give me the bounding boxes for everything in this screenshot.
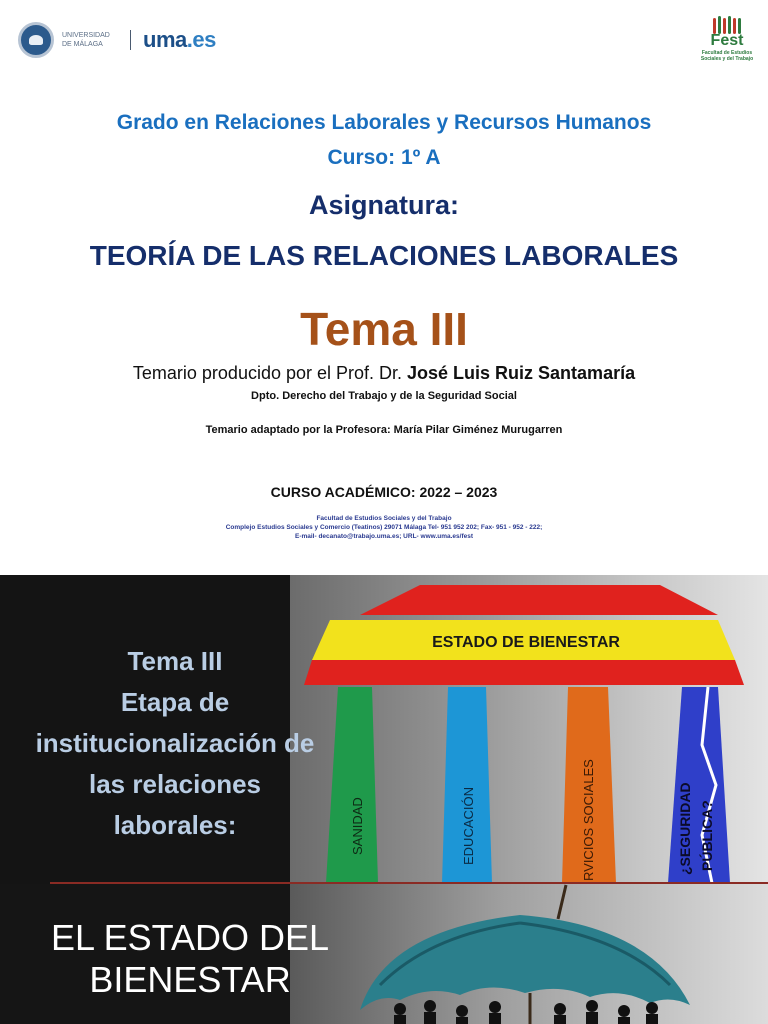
slide-welfare-line-2: BIENESTAR [89,959,291,1000]
subject-name: TEORÍA DE LAS RELACIONES LABORALES [89,240,679,271]
people-silhouettes [394,1000,658,1024]
temple-roof-top [360,585,718,615]
author-prefix: Temario producido por el Prof. Dr. [132,363,408,383]
author-name: José Luis Ruiz Santamaría [407,363,636,383]
pillar-label-seguridad-2: PÚBLICA? [699,800,715,871]
faculty-line-2: Complejo Estudios Sociales y Comercio (Teatinos) 29071 Málaga Tel- 951 952 202; Fax- 951 - 952 - 222; [225,524,543,531]
pillar-label-sanidad: SANIDAD [350,797,365,855]
slide-page [0,575,768,1024]
pillar-label-seguridad-1: ¿SEGURIDAD [677,782,693,875]
topic-title: Tema III [300,303,468,355]
fest-subtitle: Facultad de Estudios Sociales y del Trabajo [700,50,754,62]
adapted-by: Temario adaptado por la Profesora: María Pilar Giménez Murugarren [205,424,563,436]
temple-roof-base [304,660,744,685]
uma-logo [18,22,216,58]
university-seal-icon [18,22,54,58]
slide-topic-line-3: institucionalización de [35,728,315,758]
pillar-label-servicios: RVICIOS SOCIALES [581,759,596,881]
fest-figures-icon [697,14,757,34]
slide-topic-line-5: laborales: [113,810,237,840]
faculty-line-1: Facultad de Estudios Sociales y del Trabajo [316,515,452,522]
faculty-contact [0,514,768,541]
university-name: UNIVERSIDAD DE MÁLAGA [62,32,110,48]
course-year: Curso: 1º A [327,146,441,169]
author-line [0,363,768,384]
temple-roof-label: ESTADO DE BIENESTAR [432,634,620,651]
welfare-temple-diagram [290,575,768,885]
academic-year: CURSO ACADÉMICO: 2022 – 2023 [270,484,498,500]
slide-topic-line-2: Etapa de [120,687,230,717]
slide-welfare-line-1: EL ESTADO DEL [50,917,330,958]
uma-es-brand [143,27,216,53]
pillar-label-educacion: EDUCACIÓN [461,786,476,865]
subject-label: Asignatura: [308,190,460,220]
logo-separator [130,30,131,50]
slide-welfare-title [30,917,350,1001]
slide-topic-block [0,641,350,846]
slide-topic-line-4: las relaciones [89,769,261,799]
fest-word: Fest [710,32,744,49]
degree-title: Grado en Relaciones Laborales y Recursos Humanos [116,111,652,134]
umbrella-tip [558,885,566,919]
fest-logo [697,14,757,76]
faculty-line-3: E-mail- decanato@trabajo.uma.es; URL- www.uma.es/fest [294,533,474,540]
slide-topic-line-1: Tema III [127,646,223,676]
uma-brand-suffix: .es [186,27,216,52]
uma-brand-main: uma [143,27,187,52]
umbrella-illustration [290,875,768,1024]
department: Dpto. Derecho del Trabajo y de la Seguridad Social [251,390,517,402]
